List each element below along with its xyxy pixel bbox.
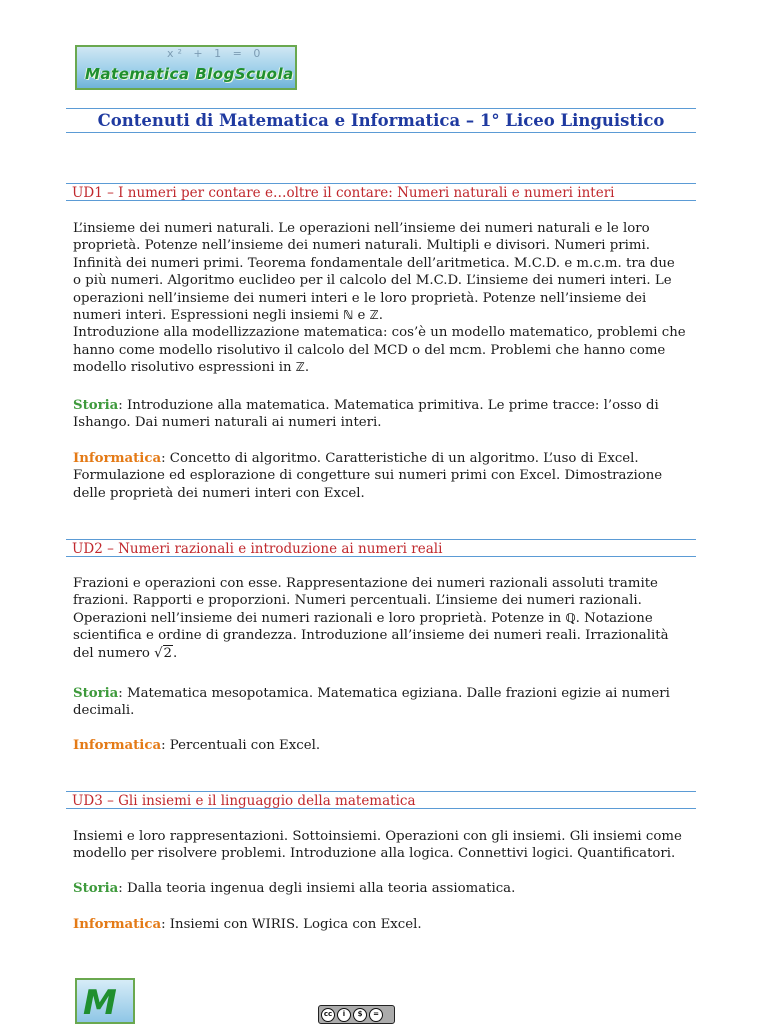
logo-text: Matematica BlogScuola [85, 65, 294, 83]
noderivatives-icon: = [369, 1008, 383, 1022]
ud1-line: Infinità dei numeri primi. Teorema fondamentale dell’aritmetica. M.C.D. e m.c.m. tra due [73, 255, 675, 271]
text: numeri interi. Espressioni negli insiemi [73, 308, 344, 324]
ud3-informatica [73, 916, 694, 933]
ud3-line: Insiemi e loro rappresentazioni. Sottoinsiemi. Operazioni con gli insiemi. Gli insiemi come [73, 829, 682, 844]
ud1-line: o più numeri. Algoritmo euclideo per il calcolo del M.C.D. L’insieme dei numeri interi. Le [73, 273, 672, 289]
storia-line: Ishango. Dai numeri naturali ai numeri interi. [73, 415, 382, 431]
informatica-label: Informatica [73, 738, 162, 753]
logo-decoration: x² + 1 = 0 [167, 47, 265, 60]
ud2-line-q [73, 610, 694, 627]
ud2-line-sqrt [73, 645, 694, 662]
set-q-symbol: ℚ [565, 610, 576, 625]
ud1-line-model [73, 359, 694, 376]
storia-label: Storia [73, 881, 119, 896]
informatica-label: Informatica [73, 451, 162, 466]
footer-logo[interactable] [75, 978, 135, 1024]
ud2-heading: UD2 – Numeri razionali e introduzione ai numeri reali [66, 539, 696, 557]
storia-line [73, 397, 694, 414]
ud2-line: frazioni. Rapporti e proporzioni. Numeri percentuali. L’insieme dei numeri razionali. [73, 593, 642, 609]
text: : Matematica mesopotamica. Matematica egiziana. Dalle frazioni egizie ai numeri [118, 686, 670, 701]
ud1-informatica [73, 450, 694, 502]
page-title: Contenuti di Matematica e Informatica – 1° Liceo Linguistico [97, 111, 665, 130]
ud3-heading: UD3 – Gli insiemi e il linguaggio della matematica [66, 791, 696, 809]
text: : Introduzione alla matematica. Matematica primitiva. Le prime tracce: l’osso di [118, 398, 659, 413]
ud1-line: Introduzione alla modellizzazione matematica: cos’è un modello matematico, problemi che [73, 325, 686, 341]
ud1-body [73, 220, 694, 377]
attribution-icon: i [337, 1008, 351, 1022]
ud2-storia [73, 685, 694, 720]
noncommercial-icon: $ [353, 1008, 367, 1022]
text: e [353, 308, 370, 324]
ud1-line: proprietà. Potenze nell’insieme dei numeri naturali. Multipli e divisori. Numeri primi. [73, 238, 650, 254]
ud2-line: Frazioni e operazioni con esse. Rappresentazione dei numeri razionali assoluti tramite [73, 576, 658, 591]
footer-logo-letter: M [83, 983, 117, 1023]
ud2-line: scientifica e ordine di grandezza. Introduzione all’insieme dei numeri reali. Irrazionalità [73, 628, 669, 644]
info-line [73, 916, 694, 933]
set-z-symbol: ℤ [369, 308, 379, 323]
text: . [378, 308, 383, 324]
text: Operazioni nell’insieme dei numeri razionali e loro proprietà. Potenze in [73, 610, 566, 626]
text: : Concetto di algoritmo. Caratteristiche di un algoritmo. L’uso di Excel. [161, 451, 639, 466]
creative-commons-badge[interactable] [318, 1005, 395, 1024]
ud2-informatica [73, 737, 694, 754]
text: del numero [73, 645, 155, 661]
ud1-line-sets [73, 307, 694, 324]
storia-line [73, 880, 694, 897]
text: . Notazione [575, 610, 653, 626]
storia-label: Storia [73, 686, 119, 701]
ud3-body [73, 828, 694, 863]
informatica-label: Informatica [73, 917, 162, 932]
ud1-line: hanno come modello risolutivo il calcolo del MCD o del mcm. Problemi che hanno come [73, 342, 666, 358]
blog-logo[interactable] [75, 45, 297, 90]
cc-icon: cc [321, 1008, 335, 1022]
info-line [73, 450, 694, 467]
set-n-symbol: ℕ [343, 308, 354, 323]
ud1-line: L’insieme dei numeri naturali. Le operazioni nell’insieme dei numeri naturali e le loro [73, 221, 650, 236]
info-line: delle proprietà dei numeri interi con Excel. [73, 485, 365, 501]
ud1-heading: UD1 – I numeri per contare e…oltre il contare: Numeri naturali e numeri interi [66, 183, 696, 201]
set-z-symbol: ℤ [295, 360, 305, 375]
ud1-storia [73, 397, 694, 432]
sqrt-two [154, 645, 173, 661]
ud2-body [73, 575, 694, 662]
text: : Insiemi con WIRIS. Logica con Excel. [161, 917, 422, 932]
text: . [173, 645, 178, 661]
text: . [304, 360, 310, 376]
sqrt-sign: √ [154, 645, 163, 661]
ud3-storia [73, 880, 694, 897]
page-title-box [66, 108, 696, 133]
ud3-line: modello per risolvere problemi. Introduzione alla logica. Connettivi logici. Quantificatori. [73, 846, 676, 862]
text: modello risolutivo espressioni in [73, 360, 296, 376]
storia-line [73, 685, 694, 702]
storia-label: Storia [73, 398, 119, 413]
info-line [73, 737, 694, 754]
storia-line: decimali. [73, 703, 135, 719]
text: : Percentuali con Excel. [161, 738, 321, 753]
sqrt-argument: 2 [163, 645, 173, 661]
text: : Dalla teoria ingenua degli insiemi alla teoria assiomatica. [118, 881, 516, 896]
info-line: Formulazione ed esplorazione di congetture sui numeri primi con Excel. Dimostrazione [73, 468, 663, 484]
ud1-line: operazioni nell’insieme dei numeri interi e le loro proprietà. Potenze nell’insieme dei [73, 290, 647, 306]
